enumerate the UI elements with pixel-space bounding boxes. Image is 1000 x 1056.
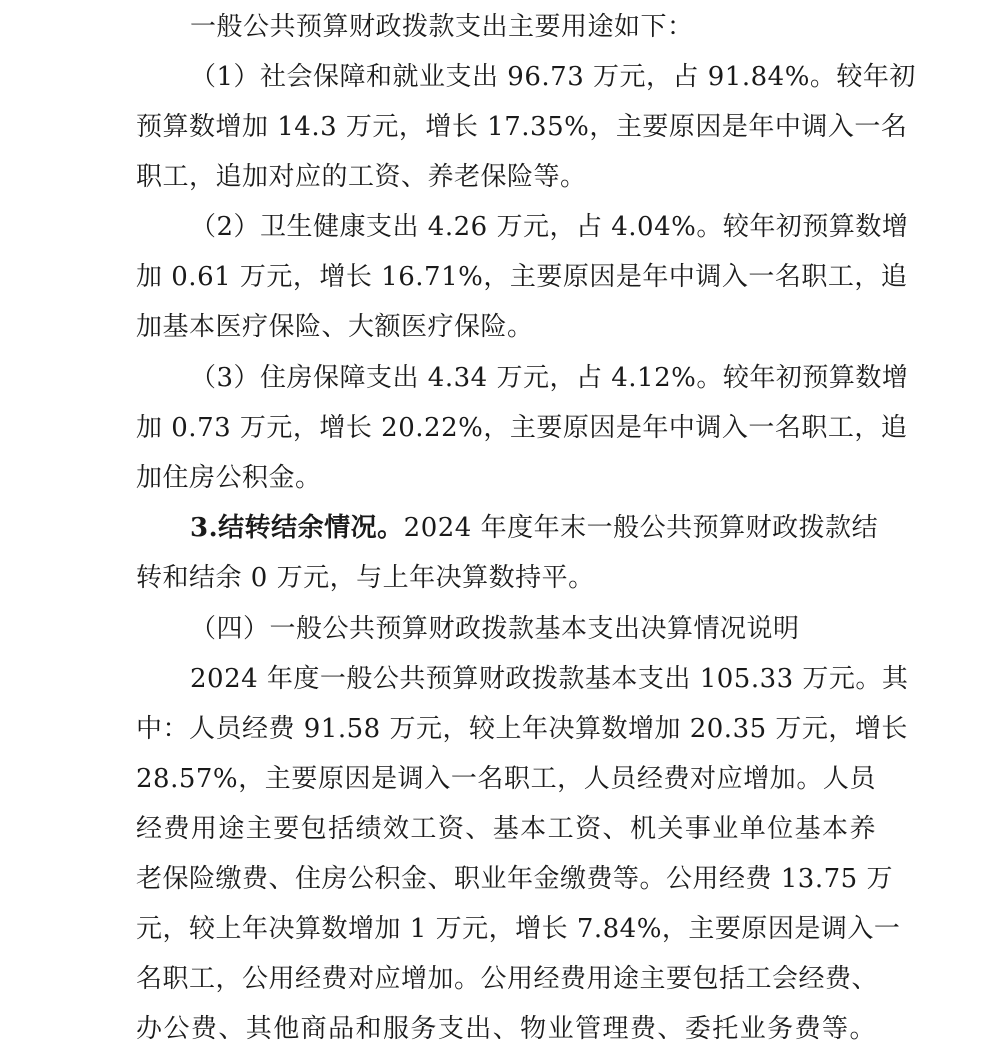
section-3-line-2: 转和结余 0 万元，与上年决算数持平。 (136, 563, 595, 593)
basic-expenditure-line-1: 2024 年度一般公共预算财政拨款基本支出 105.33 万元。其 (190, 664, 909, 694)
section-4-heading: （四）一般公共预算财政拨款基本支出决算情况说明 (190, 614, 800, 644)
item-3-line-2: 加 0.73 万元，增长 20.22%，主要原因是年中调入一名职工，追 (136, 413, 908, 443)
item-2-line-1: （2）卫生健康支出 4.26 万元，占 4.04%。较年初预算数增 (190, 212, 909, 242)
section-3-line-1 (190, 511, 879, 545)
item-1-line-2: 预算数增加 14.3 万元，增长 17.35%，主要原因是年中调入一名 (136, 112, 908, 142)
item-2-line-2: 加 0.61 万元，增长 16.71%，主要原因是年中调入一名职工，追 (136, 262, 908, 292)
section-3-heading: 3.结转结余情况。 (190, 513, 404, 543)
paragraph-intro: 一般公共预算财政拨款支出主要用途如下： (190, 12, 694, 42)
item-3-line-3: 加住房公积金。 (136, 463, 322, 493)
basic-expenditure-line-7: 名职工，公用经费对应增加。公用经费用途主要包括工会经费、 (136, 964, 879, 994)
item-2-line-3: 加基本医疗保险、大额医疗保险。 (136, 312, 534, 342)
section-3-text: 2024 年度年末一般公共预算财政拨款结 (403, 513, 879, 543)
basic-expenditure-line-8: 办公费、其他商品和服务支出、物业管理费、委托业务费等。 (136, 1014, 876, 1044)
basic-expenditure-line-5: 老保险缴费、住房公积金、职业年金缴费等。公用经费 13.75 万 (136, 864, 893, 894)
basic-expenditure-line-6: 元，较上年决算数增加 1 万元，增长 7.84%，主要原因是调入一 (136, 914, 901, 944)
basic-expenditure-line-4: 经费用途主要包括绩效工资、基本工资、机关事业单位基本养 (136, 814, 876, 844)
item-3-line-1: （3）住房保障支出 4.34 万元，占 4.12%。较年初预算数增 (190, 363, 909, 393)
basic-expenditure-line-3: 28.57%，主要原因是调入一名职工，人员经费对应增加。人员 (136, 764, 876, 794)
item-1-line-3: 职工，追加对应的工资、养老保险等。 (136, 162, 587, 192)
item-1-line-1: （1）社会保障和就业支出 96.73 万元，占 91.84%。较年初 (190, 62, 916, 92)
basic-expenditure-line-2: 中：人员经费 91.58 万元，较上年决算数增加 20.35 万元，增长 (136, 714, 908, 744)
